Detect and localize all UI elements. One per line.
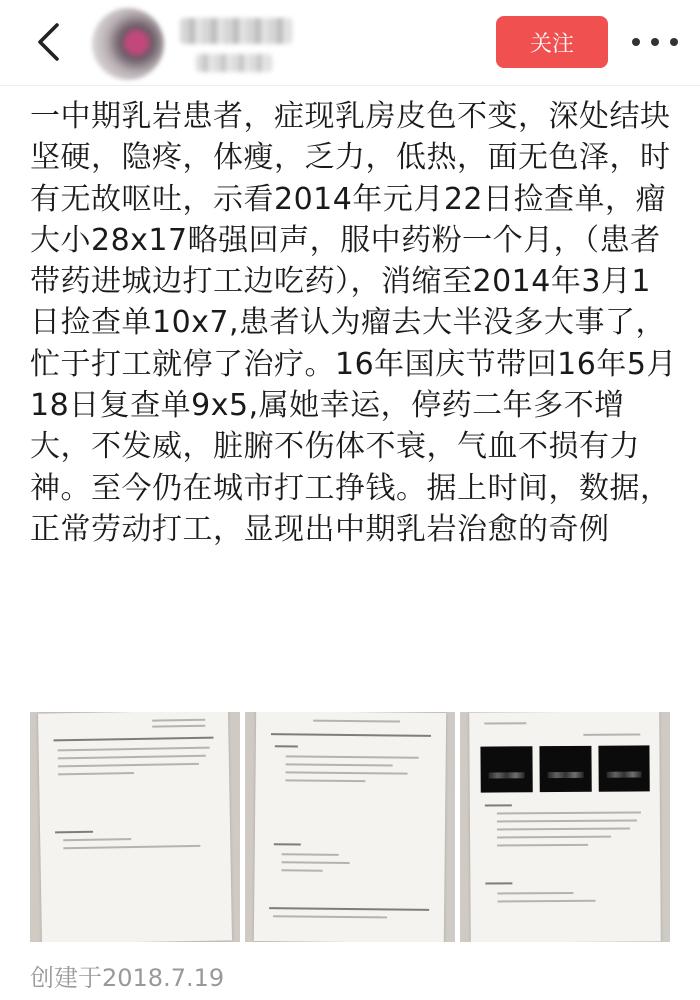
- report-sheet: [254, 712, 446, 942]
- author-subtitle-blurred: [196, 54, 272, 72]
- post-text: 一中期乳岩患者，症现乳房皮色不变，深处结块坚硬，隐疼，体瘦，乏力，低热，面无色泽，时有无故呕吐，示看2014年元月22日捡查单，瘤大小28x17略强回声，服中药粉一个月，（患者带药进城边打工边吃药），消缩至2014年3月1日捡查单10x7,患者认为瘤去大半没多大事了，忙于打工就停了治疗。16年国庆节带回16年5月18日复查单9x5,属她幸运，停药二年多不增大，不发威，脏腑不伤体不衰，气血不损有力神。至今仍在城市打工挣钱。据上时间，数据，正常劳动打工，显现出中期乳岩治愈的奇例: [30, 99, 677, 547]
- more-dots-icon: [632, 38, 640, 46]
- report-sheet: [38, 712, 232, 942]
- image-thumbnail-3[interactable]: [460, 712, 670, 942]
- ultrasound-image: [599, 745, 651, 791]
- image-thumbnail-2[interactable]: [245, 712, 455, 942]
- image-thumbnail-1[interactable]: [30, 712, 240, 942]
- ultrasound-image: [540, 746, 592, 792]
- ultrasound-image: [481, 746, 533, 792]
- top-bar: [0, 0, 700, 86]
- author-name-blurred[interactable]: [180, 18, 292, 44]
- back-button[interactable]: [26, 18, 70, 66]
- avatar[interactable]: [92, 8, 164, 80]
- ultrasound-report-sheet: [469, 712, 661, 942]
- more-options-button[interactable]: [632, 26, 678, 58]
- back-arrow-icon: [35, 22, 61, 62]
- created-timestamp: 创建于2018.7.19: [30, 964, 225, 992]
- image-gallery: [30, 712, 670, 942]
- follow-button[interactable]: 关注: [496, 16, 608, 68]
